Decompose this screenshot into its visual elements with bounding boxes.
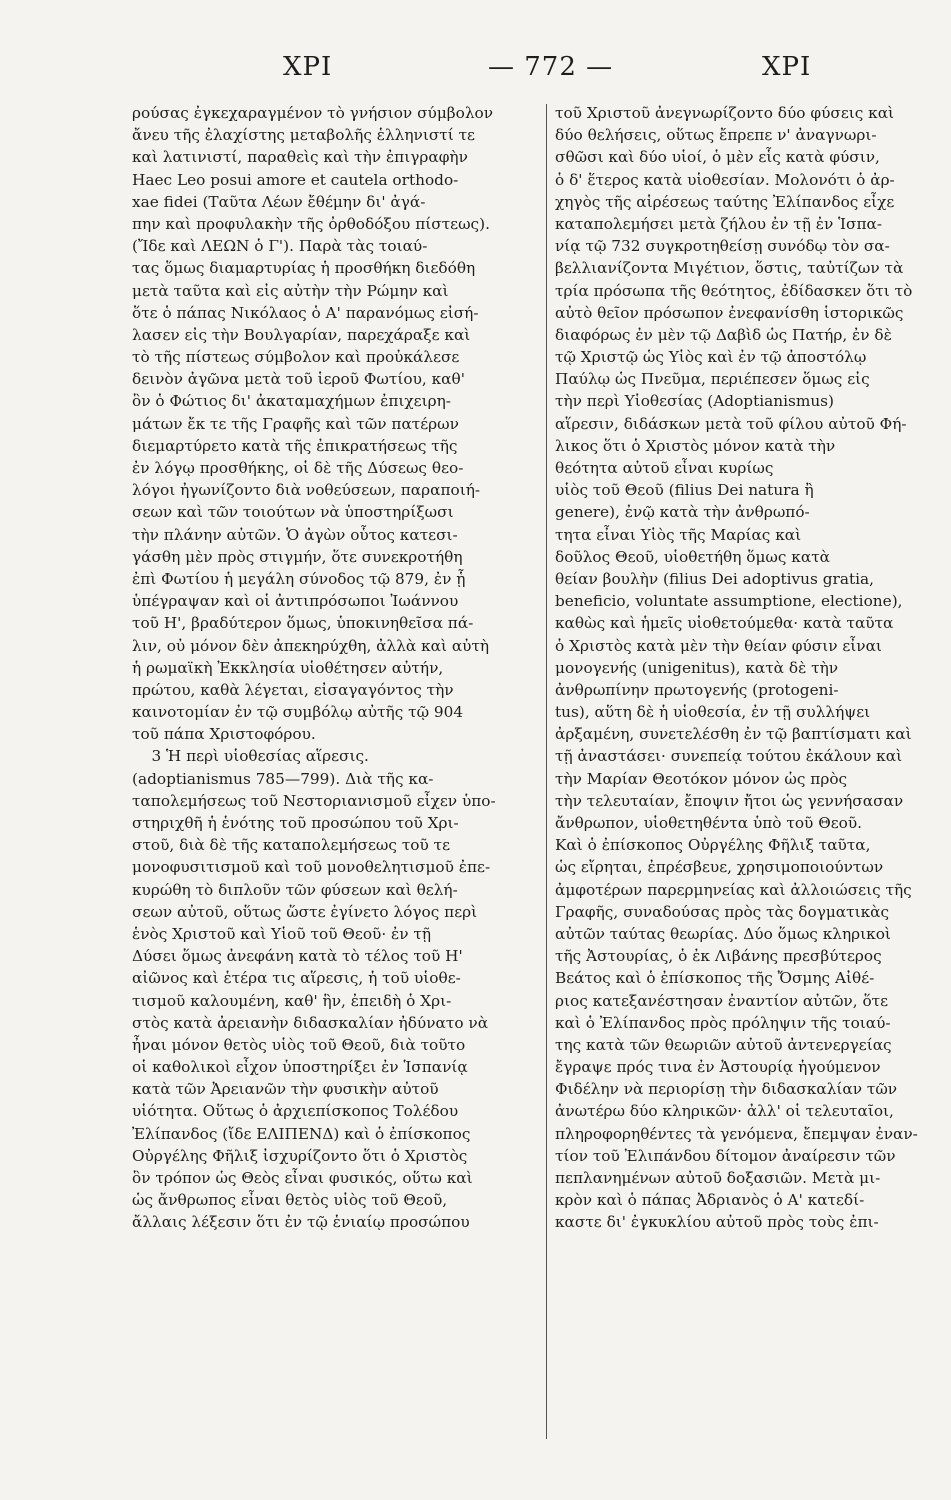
text-line: tus), αὕτη δὲ ἡ υἱοθεσία, ἐν τῇ συλλήψει [555,703,871,722]
text-line: ὡς ἄνθρωπος εἶναι θετὸς υἱὸς τοῦ Θεοῦ, [132,1191,448,1210]
text-line: στηριχθῆ ἡ ἑνότης τοῦ προσώπου τοῦ Χρι- [132,814,459,832]
text-line: τὸ τῆς πίστεως σύμβολον καὶ προὐκάλεσε [132,348,460,367]
text-line: της κατὰ τῶν θεωριῶν αὐτοῦ ἀντενεργείας [555,1035,892,1054]
text-line: λασεν εἰς τὴν Βουλγαρίαν, παρεχάραξε καὶ [132,325,471,344]
page-number: — 772 — [488,52,614,82]
left-column [132,102,537,1234]
text-line: μονογενής (unigenitus), κατὰ δὲ τὴν [555,658,839,677]
text-line: πεπλανημένων αὐτοῦ δοξασιῶν. Μετὰ μι- [555,1169,881,1187]
text-line: πληροφορηθέντες τὰ γενόμενα, ἔπεμψαν ἐναν- [555,1124,918,1143]
text-line: κατὰ τῶν Ἀρειανῶν τὴν φυσικὴν αὐτοῦ [132,1080,439,1099]
text-line: ἔγραψε πρός τινα ἐν Ἀστουρίᾳ ἡγούμενον [555,1058,881,1077]
text-line: Παύλῳ ὡς Πνεῦμα, περιέπεσεν ὅμως εἰς [555,370,870,389]
text-line: Οὐργέλης Φῆλιξ ἰσχυρίζοντο ὅτι ὁ Χριστὸς [132,1146,468,1165]
text-line: ἐπὶ Φωτίου ἡ μεγάλη σύνοδος τῷ 879, ἐν ᾗ [132,569,466,588]
text-line: λόγοι ἠγωνίζοντο διὰ νοθεύσεων, παραποιή- [132,481,481,500]
text-line: τὴν πλάνην αὐτῶν. Ὁ ἀγὼν οὗτος κατεσι- [132,525,458,544]
text-line: αἰῶνος καὶ ἑτέρα τις αἵρεσις, ἡ τοῦ υἱοθε- [132,969,461,988]
text-line: διεμαρτύρετο κατὰ τῆς ἐπικρατήσεως τῆς [132,436,458,455]
text-line: (adoptianismus 785—799). Διὰ τῆς κα- [132,769,434,788]
text-line: xae fidei (Ταῦτα Λέων ἔθέμην δι' ἀγά- [132,192,426,211]
text-line: γάσθη μὲν πρὸς στιγμήν, ὅτε συνεκροτήθη [132,547,463,566]
text-line: Φιδέλην νὰ περιορίσῃ τὴν διδασκαλίαν τῶν [555,1080,898,1099]
text-line: Καὶ ὁ ἐπίσκοπος Οὐργέλης Φῆλιξ ταῦτα, [555,836,871,855]
page-header [0,52,951,92]
text-line: ταπολεμήσεως τοῦ Νεστοριανισμοῦ εἶχεν ὑπο- [132,791,496,810]
text-line: ὃν ὁ Φώτιος δι' ἀκαταμαχήμων ἐπιχειρη- [132,392,451,411]
text-line: νίᾳ τῷ 732 συγκροτηθείσῃ συνόδῳ τὸν σα- [555,237,890,256]
running-head-right: ΧΡΙ [762,52,812,82]
text-line: τοῦ πάπα Χριστοφόρου. [132,725,316,744]
text-line: ριος κατεξανέστησαν ἐναντίον αὐτῶν, ὅτε [555,991,889,1010]
text-line: αὐτῶν ταύτας θεωρίας. Δύο ὅμως κληρικοὶ [555,924,891,943]
text-line: Βεάτος καὶ ὁ ἐπίσκοπος τῆς Ὄσμης Αἰθέ- [555,969,875,988]
text-line: οἱ καθολικοὶ εἶχον ὑποστηρίξει ἐν Ἱσπανίᾳ [132,1058,468,1077]
text-line: τὴν τελευταίαν, ἔποψιν ἤτοι ὡς γεννήσασαν [555,791,904,810]
text-line: τῇ ἀναστάσει· συνεπείᾳ τούτου ἐκάλουν καὶ [555,747,903,766]
text-line: Γραφῆς, συναδούσας πρὸς τὰς δογματικὰς [555,902,890,921]
text-line: πην καὶ προφυλακὴν τῆς ὀρθοδόξου πίστεως). [132,214,490,233]
text-line: σθῶσι καὶ δύο υἱοί, ὁ μὲν εἷς κατὰ φύσιν, [555,148,880,167]
text-line: μάτων ἔκ τε τῆς Γραφῆς καὶ τῶν πατέρων [132,414,459,433]
text-line: τοῦ Η', βραδύτερον ὅμως, ὑποκινηθεῖσα πά- [132,614,474,633]
text-line: δεινὸν ἀγῶνα μετὰ τοῦ ἱεροῦ Φωτίου, καθ' [132,370,465,389]
text-line: λιν, οὐ μόνον δὲν ἀπεκηρύχθη, ἀλλὰ καὶ αὐτὴ [132,636,490,655]
text-line: τῆς Ἀστουρίας, ὁ ἐκ Λιβάνης πρεσβύτερος [555,947,882,966]
text-line: Ἐλίπανδος (ἴδε ΕΛΙΠΕΝΔ) καὶ ὁ ἐπίσκοπος [132,1124,471,1143]
text-line: ἀμφοτέρων παρερμηνείας καὶ ἀλλοιώσεις τῆς [555,880,912,899]
text-line: ἀρξαμένη, συνετελέσθη ἐν τῷ βαπτίσματι καὶ [555,725,912,744]
text-line: ἄλλαις λέξεσιν ὅτι ἐν τῷ ἑνιαίῳ προσώπου [132,1213,470,1232]
text-line: τὴν Μαρίαν Θεοτόκον μόνον ὡς πρὸς [555,769,848,788]
text-line: στοῦ, διὰ δὲ τῆς καταπολεμήσεως τοῦ τε [132,836,451,855]
text-line: (Ἴδε καὶ ΛΕΩΝ ὁ Γ'). Παρὰ τὰς τοιαύ- [132,237,428,256]
text-line: ἦναι μόνον θετὸς υἱὸς τοῦ Θεοῦ, διὰ τοῦτο [132,1035,466,1054]
text-line: δοῦλος Θεοῦ, υἱοθετήθη ὅμως κατὰ [555,547,830,566]
text-line: ὑπέγραψαν καὶ οἱ ἀντιπρόσωποι Ἰωάννου [132,592,459,611]
column-divider [546,104,547,1439]
text-line: χηγὸς τῆς αἱρέσεως ταύτης Ἐλίπανδος εἶχε [555,192,895,211]
text-line: τας ὅμως διαμαρτυρίας ἡ προσθήκη διεδόθη [132,259,476,278]
text-line: τίον τοῦ Ἐλιπάνδου δίτομον ἀναίρεσιν τῶν [555,1146,896,1165]
text-line: καταπολεμήσει μετὰ ζήλου ἐν τῇ ἐν Ἱσπα- [555,214,883,233]
text-line: αἵρεσιν, διδάσκων μετὰ τοῦ φίλου αὐτοῦ Φή- [555,414,907,433]
text-line: Δύσει ὅμως ἀνεφάνη κατὰ τὸ τέλος τοῦ Η' [132,947,463,966]
text-line: ἄνθρωπον, υἱοθετηθέντα ὑπὸ τοῦ Θεοῦ. [555,814,863,832]
text-line: καὶ λατινιστί, παραθεὶς καὶ τὴν ἐπιγραφὴν [132,148,468,167]
text-line: τισμοῦ καλουμένη, καθ' ἣν, ἐπειδὴ ὁ Χρι- [132,991,452,1010]
text-line: καθὼς καὶ ἡμεῖς υἱοθετούμεθα· κατὰ ταῦτα [555,614,894,633]
text-line: ὁ δ' ἕτερος κατὰ υἱοθεσίαν. Μολονότι ὁ ἀρ- [555,170,895,189]
text-line: genere), ἐνῷ κατὰ τὴν ἀνθρωπό- [555,503,810,522]
text-line: beneficio, voluntate assumptione, electione), [555,592,903,611]
text-line: ἀνωτέρω δύο κληρικῶν· ἀλλ' οἱ τελευταῖοι, [555,1102,894,1121]
text-line: δύο θελήσεις, οὕτως ἔπρεπε ν' ἀναγνωρι- [555,126,877,145]
text-line: καινοτομίαν ἐν τῷ συμβόλῳ αὐτῆς τῷ 904 [132,703,464,722]
text-line: μονοφυσιτισμοῦ καὶ τοῦ μονοθελητισμοῦ ἐπε- [132,858,491,877]
text-line: ὁ Χριστὸς κατὰ μὲν τὴν θείαν φύσιν εἶναι [555,636,882,655]
text-line: καὶ ὁ Ἐλίπανδος πρὸς πρόληψιν τῆς τοιαύ- [555,1013,891,1032]
text-line: ἐν λόγῳ προσθήκης, οἱ δὲ τῆς Δύσεως θεο- [132,459,464,477]
text-line: υἱότητα. Οὕτως ὁ ἀρχιεπίσκοπος Τολέδου [132,1102,459,1121]
text-line: Haec Leo posui amore et cautela orthodo- [132,170,459,189]
text-line: τὴν περὶ Υἱοθεσίας (Adoptianismus) [555,392,834,411]
text-line: κρὸν καὶ ὁ πάπας Ἀδριανὸς ὁ Α' κατεδί- [555,1191,865,1210]
text-line: 3 Ἡ περὶ υἱοθεσίας αἵρεσις. [132,747,369,766]
text-line: λικος ὅτι ὁ Χριστὸς μόνον κατὰ τὴν [555,436,836,455]
text-line: ὡς εἴρηται, ἐπρέσβευε, χρησιμοποιούντων [555,858,884,877]
text-line: πρώτου, καθὰ λέγεται, εἰσαγαγόντος τὴν [132,680,454,699]
text-line: διαφόρως ἐν μὲν τῷ Δαβὶδ ὡς Πατήρ, ἐν δὲ [555,325,892,344]
text-line: ὃν τρόπον ὡς Θεὸς εἶναι φυσικός, οὕτω καὶ [132,1169,473,1187]
text-line: ἀνθρωπίνην πρωτογενής (protogeni- [555,680,839,699]
text-line: σεων αὐτοῦ, οὕτως ὥστε ἐγίνετο λόγος περὶ [132,902,478,921]
text-line: κυρώθη τὸ διπλοῦν τῶν φύσεων καὶ θελή- [132,880,458,899]
text-line: τοῦ Χριστοῦ ἀνεγνωρίζοντο δύο φύσεις καὶ [555,104,895,122]
text-line: μετὰ ταῦτα καὶ εἰς αὐτὴν τὴν Ρώμην καὶ [132,281,449,300]
text-line: ἡ ρωμαϊκὴ Ἐκκλησία υἱοθέτησεν αὐτήν, [132,658,444,677]
text-line: βελλιανίζοντα Μιγέτιον, ὅστις, ταὐτίζων τὰ [555,259,904,278]
text-line: καστε δι' ἐγκυκλίου αὐτοῦ πρὸς τοὺς ἐπι- [555,1213,879,1232]
running-head-left: ΧΡΙ [283,52,333,82]
right-column [555,102,951,1234]
text-line: τητα εἶναι Υἱὸς τῆς Μαρίας καὶ [555,525,802,544]
text-line: ἄνευ τῆς ἐλαχίστης μεταβολῆς ἑλληνιστί τε [132,126,475,145]
text-line: ὅτε ὁ πάπας Νικόλαος ὁ Α' παρανόμως εἰσή- [132,303,479,322]
text-line: τῷ Χριστῷ ὡς Υἱὸς καὶ ἐν τῷ ἀποστόλῳ [555,348,867,367]
text-line: αὐτὸ θεῖον πρόσωπον ἐνεφανίσθη ἱστορικῶς [555,303,904,322]
text-line: ἑνὸς Χριστοῦ καὶ Υἱοῦ τοῦ Θεοῦ· ἐν τῇ [132,924,432,943]
text-line: στὸς κατὰ ἀρειανὴν διδασκαλίαν ἠδύνατο νὰ [132,1013,489,1032]
text-line: θεότητα αὐτοῦ εἶναι κυρίως [555,459,774,477]
text-line: ρούσας ἐγκεχαραγμένον τὸ γνήσιον σύμβολον [132,104,494,122]
text-line: τρία πρόσωπα τῆς θεότητος, ἐδίδασκεν ὅτι τὸ [555,281,913,300]
text-line: υἱὸς τοῦ Θεοῦ (filius Dei natura ἢ [555,481,814,500]
text-line: σεων καὶ τῶν τοιούτων νὰ ὑποστηρίξωσι [132,503,454,522]
text-line: θείαν βουλὴν (filius Dei adoptivus gratia, [555,569,874,588]
